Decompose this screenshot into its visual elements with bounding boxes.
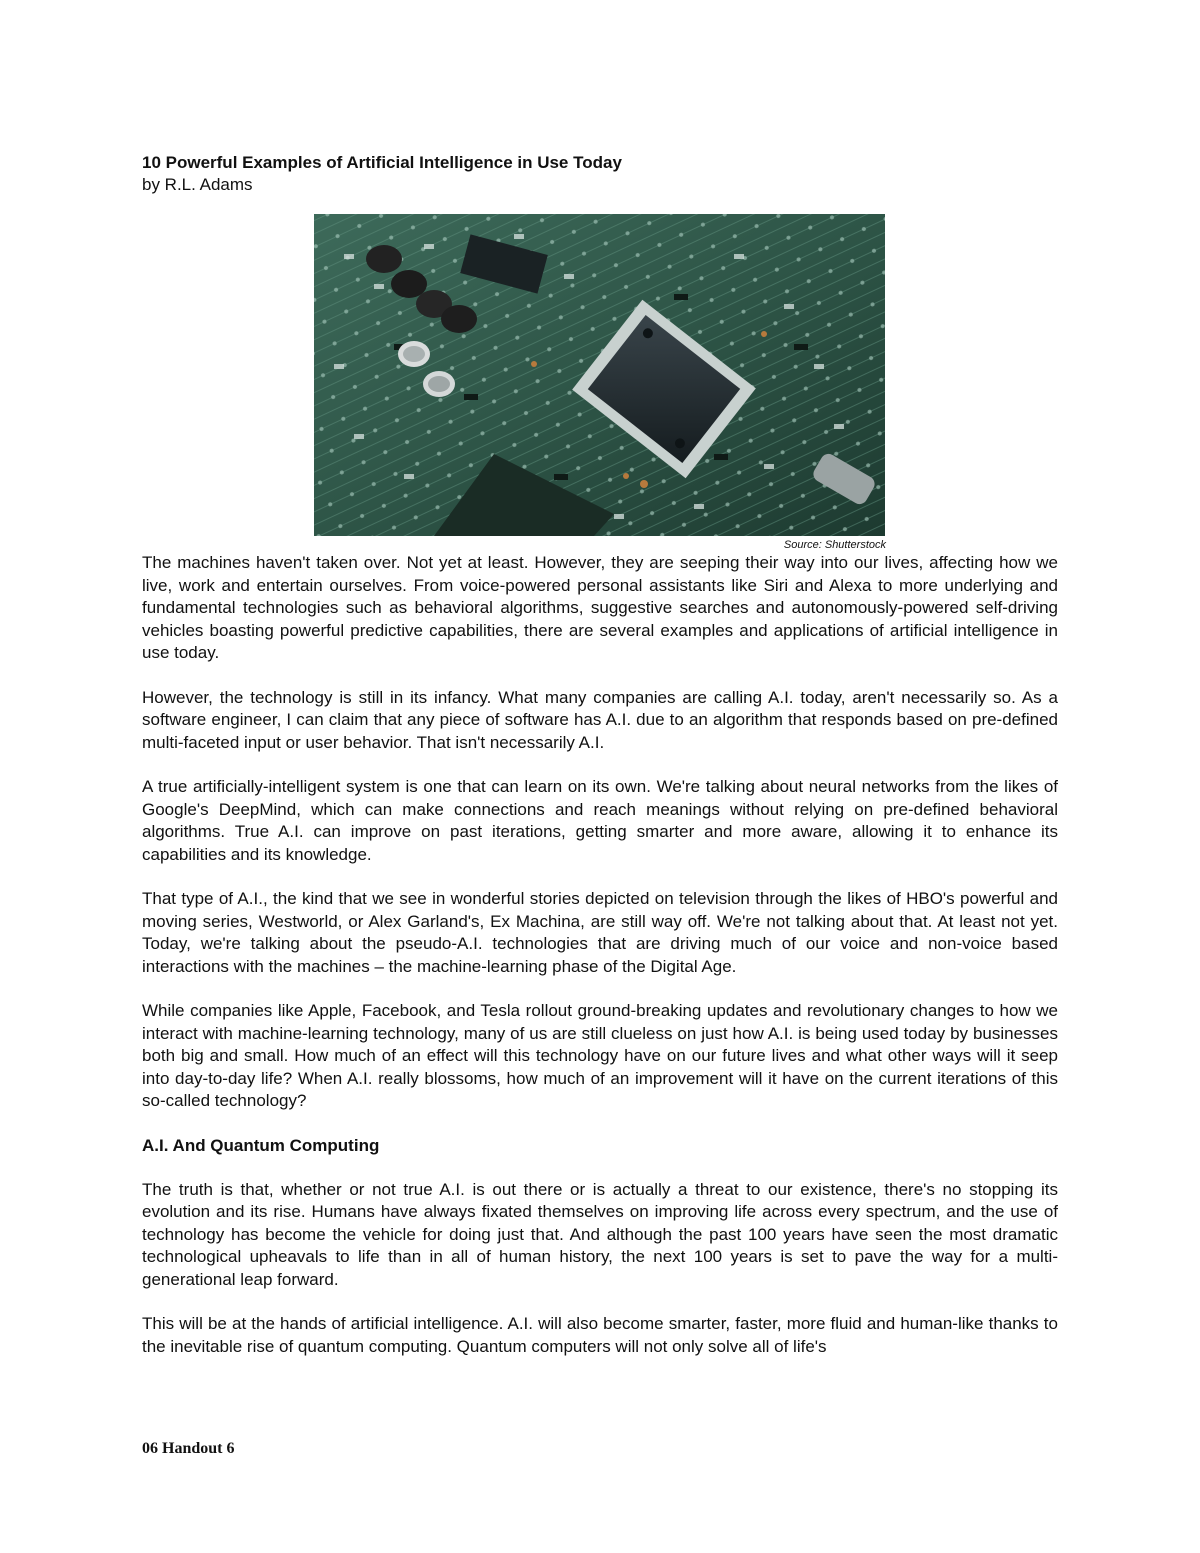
paragraph-2: However, the technology is still in its infancy. What many companies are calling A.I. today, aren't necessarily so. As a software engineer, I can claim that any piece of software has A.I. due to an algorithm that responds based on pre-defined multi-faceted input or user behavior. That isn't necessarily A.I.	[142, 687, 1058, 752]
paragraph-1: The machines haven't taken over. Not yet at least. However, they are seeping their way into our lives, affecting how we live, work and entertain ourselves. From voice-powered personal assistants like Siri and Alexa to more underlying and fundamental technologies such as behavioral algorithms, suggestive searches and autonomously-powered self-driving vehicles boasting powerful predictive capabilities, there are several examples and applications of artificial intelligence in use today.	[142, 553, 1058, 662]
section-paragraph-2: This will be at the hands of artificial intelligence. A.I. will also become smarter, faster, more fluid and human-like thanks to the inevitable rise of quantum computing. Quantum computers will not only solve all of life's	[142, 1314, 1058, 1356]
paragraph-4: That type of A.I., the kind that we see in wonderful stories depicted on television through the likes of HBO's powerful and moving series, Westworld, or Alex Garland's, Ex Machina, are still way off. We're not talking about that. At least not yet. Today, we're talking about the pseudo-A.I. technologies that are driving much of our voice and non-voice based interactions with the machines – the machine-learning phase of the Digital Age.	[142, 889, 1058, 976]
section-paragraph-1: The truth is that, whether or not true A.I. is out there or is actually a threat to our existence, there's no stopping its evolution and its rise. Humans have always fixated themselves on improving life across every spectrum, and the use of technology has become the vehicle for doing just that. And although the past 100 years have seen the most dramatic technological upheavals to life than in all of human history, the next 100 years is set to pave the way for a multi-generational leap forward.	[142, 1179, 1058, 1289]
circuit-board-illustration	[314, 214, 885, 536]
paragraph-3: A true artificially-intelligent system is one that can learn on its own. We're talking about neural networks from the likes of Google's DeepMind, which can make connections and reach meanings without relying on pre-defined behavioral algorithms. True A.I. can improve on past iterations, getting smarter and more aware, allowing it to enhance its capabilities and its knowledge.	[142, 777, 1058, 864]
article-author: by R.L. Adams	[142, 175, 253, 194]
image-caption: Source: Shutterstock	[783, 539, 886, 551]
section-heading: A.I. And Quantum Computing	[142, 1135, 380, 1155]
document-page	[142, 152, 1058, 1380]
paragraph-5: While companies like Apple, Facebook, and Tesla rollout ground-breaking updates and revolutionary changes to how we interact with machine-learning technology, many of us are still clueless on just how A.I. is being used today by businesses both big and small. How much of an effect will this technology have on our future lives and what other ways will it seep into day-to-day life? When A.I. really blossoms, how much of an improvement will it have on the current iterations of this so-called technology?	[142, 1001, 1058, 1110]
footer-label: 06 Handout 6	[142, 1440, 235, 1457]
circuit-board-image	[314, 214, 885, 536]
article-title: 10 Powerful Examples of Artificial Intelligence in Use Today	[142, 153, 622, 172]
